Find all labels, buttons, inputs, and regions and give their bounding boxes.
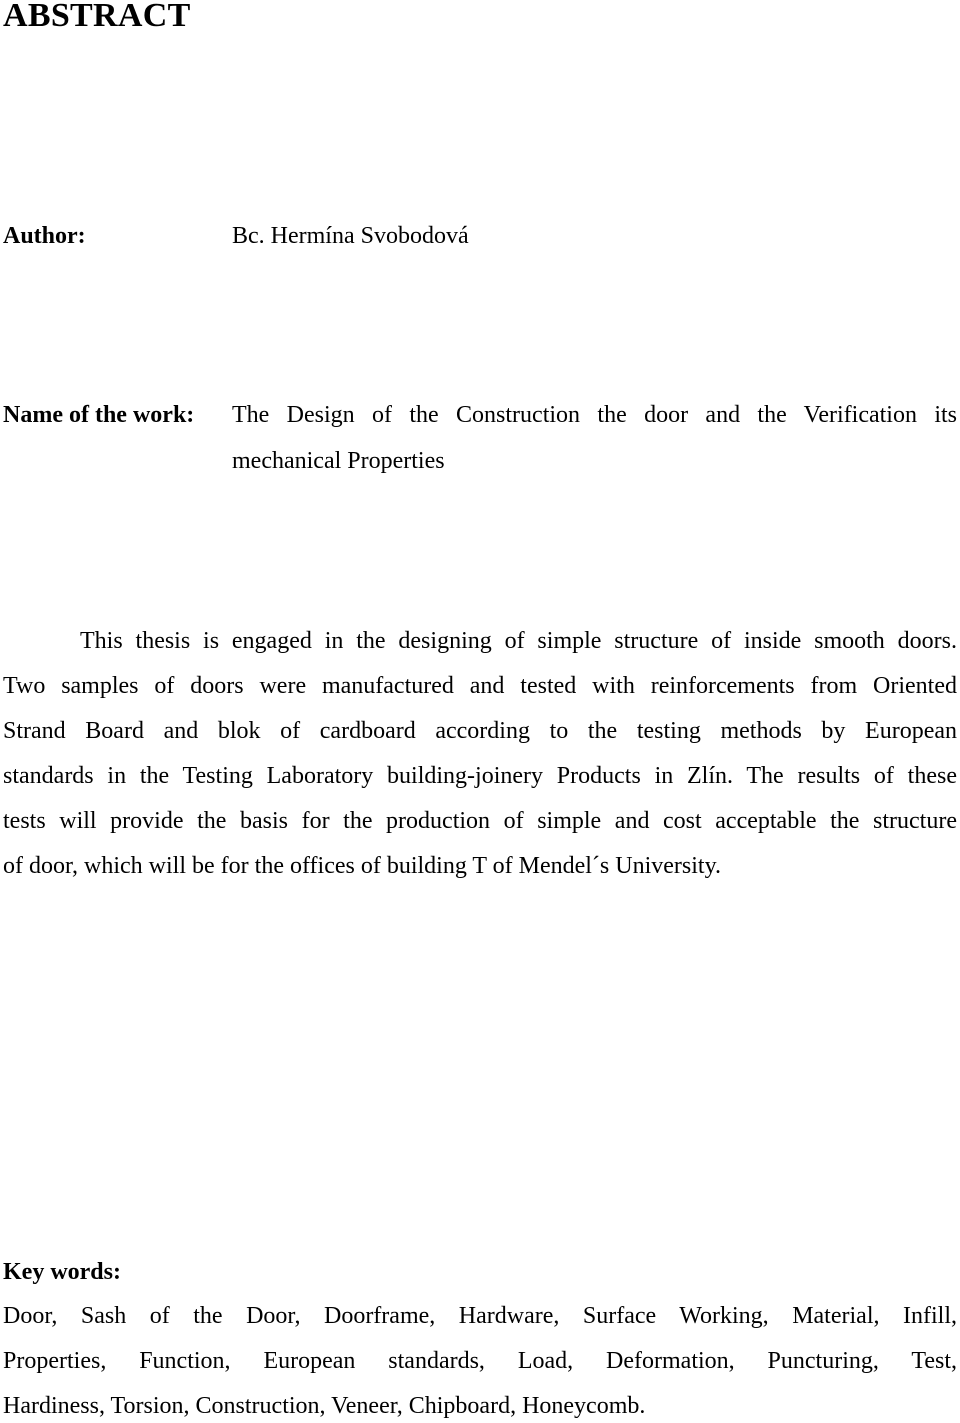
keywords-label: Key words: xyxy=(3,1259,121,1285)
keywords-line: Door, Sash of the Door, Doorframe, Hardware, Surface Working, Material, Infill, xyxy=(3,1303,957,1329)
page-title: ABSTRACT xyxy=(3,0,191,34)
work-title-label: Name of the work: xyxy=(3,402,195,428)
author-name: Bc. Hermína Svobodová xyxy=(232,223,469,249)
abstract-line: standards in the Testing Laboratory building-joinery Products in Zlín. The results of these xyxy=(3,763,957,789)
abstract-line: This thesis is engaged in the designing of simple structure of inside smooth doors. xyxy=(80,628,957,654)
keywords-line: Hardiness, Torsion, Construction, Veneer, Chipboard, Honeycomb. xyxy=(3,1393,646,1419)
keywords-line: Properties, Function, European standards, Load, Deformation, Puncturing, Test, xyxy=(3,1348,957,1374)
abstract-line: Strand Board and blok of cardboard according to the testing methods by European xyxy=(3,718,957,744)
abstract-line: Two samples of doors were manufactured and tested with reinforcements from Oriented xyxy=(3,673,957,699)
abstract-line: tests will provide the basis for the production of simple and cost acceptable the structure xyxy=(3,808,957,834)
abstract-line: of door, which will be for the offices of building T of Mendel´s University. xyxy=(3,853,722,879)
work-title-line-2: mechanical Properties xyxy=(232,448,445,474)
work-title-line-1: The Design of the Construction the door and the Verification its xyxy=(232,402,957,428)
author-label: Author: xyxy=(3,223,86,249)
